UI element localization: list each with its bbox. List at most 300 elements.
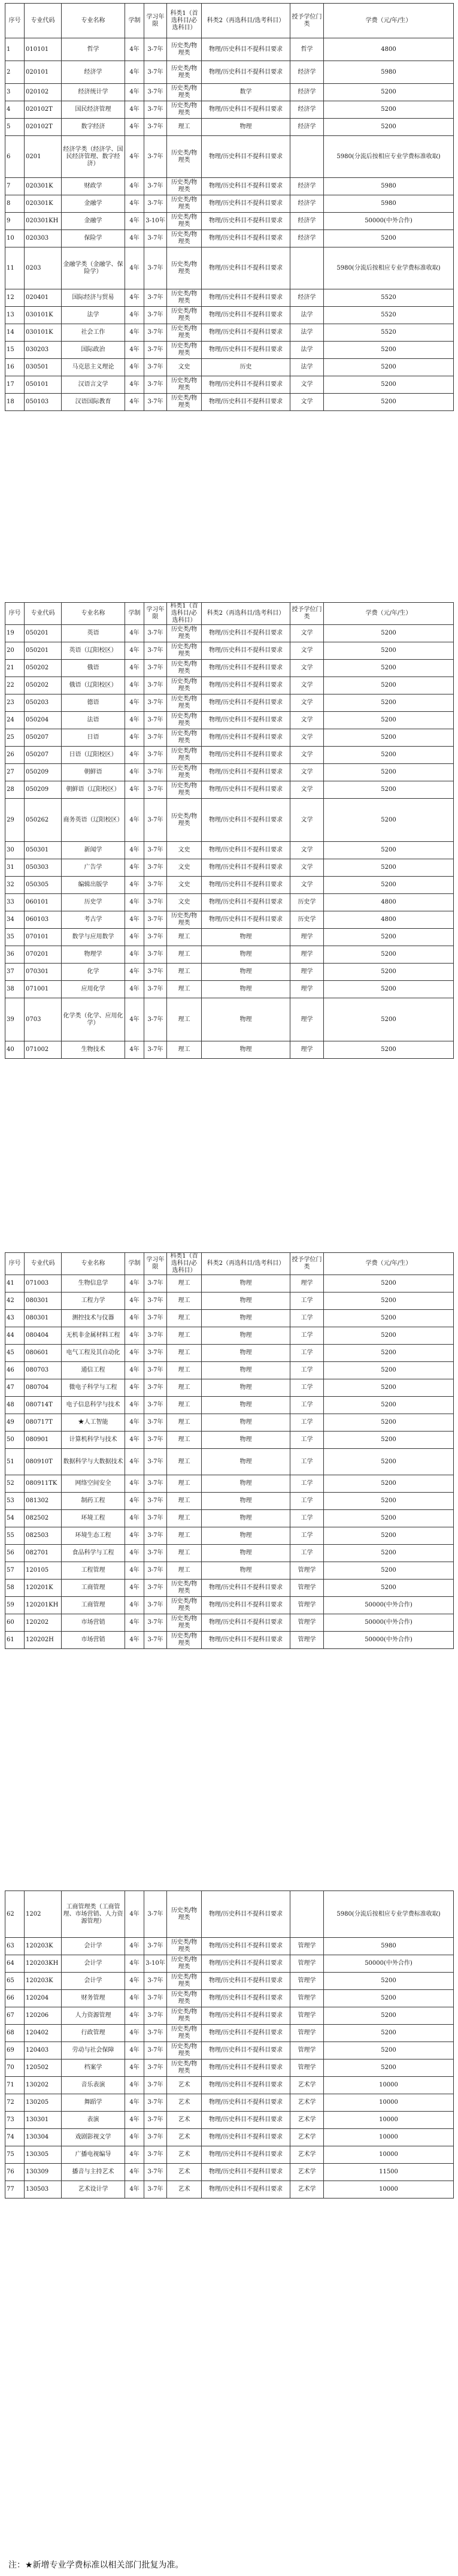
cell-degree: 4年 — [125, 61, 144, 84]
cell-degree: 4年 — [125, 2094, 144, 2112]
cell-years: 3-7年 — [144, 1379, 167, 1397]
cell-fee: 5200 — [324, 946, 454, 964]
cell-name: 人力资源管理 — [62, 2007, 125, 2025]
cell-fee: 5980 — [324, 178, 454, 195]
cell-category: 文学 — [290, 877, 324, 894]
table-row — [5, 230, 454, 247]
table-row — [5, 1327, 454, 1345]
cell-subj2: 物理/历史科目不提科目要求 — [202, 911, 290, 929]
table-row — [5, 38, 454, 61]
table-row — [5, 2077, 454, 2094]
cell-code: 0203 — [25, 247, 62, 289]
cell-code: 030101K — [25, 307, 62, 324]
table-row — [5, 376, 454, 394]
cell-code: 020102T — [25, 101, 62, 119]
cell-seq: 24 — [5, 712, 25, 729]
cell-code: 080901 — [25, 1432, 62, 1449]
cell-category: 文学 — [290, 394, 324, 411]
cell-degree: 4年 — [125, 247, 144, 289]
cell-years: 3-7年 — [144, 195, 167, 213]
cell-seq: 9 — [5, 213, 25, 230]
cell-name: 制药工程 — [62, 1493, 125, 1510]
cell-years: 3-7年 — [144, 136, 167, 178]
cell-degree: 4年 — [125, 764, 144, 781]
cell-years: 3-7年 — [144, 911, 167, 929]
table-row — [5, 119, 454, 136]
cell-code: 120201KH — [25, 1597, 62, 1614]
cell-years: 3-7年 — [144, 2181, 167, 2198]
cell-name: 经济统计学 — [62, 84, 125, 101]
cell-name: 环境工程 — [62, 1510, 125, 1527]
cell-category: 理学 — [290, 946, 324, 964]
cell-code: 080704 — [25, 1379, 62, 1397]
cell-degree: 4年 — [125, 1397, 144, 1414]
cell-seq: 16 — [5, 359, 25, 376]
cell-fee: 5200 — [324, 1527, 454, 1545]
cell-degree: 4年 — [125, 84, 144, 101]
table-row — [5, 2007, 454, 2025]
table-row — [5, 946, 454, 964]
cell-name: 俄语（辽阳校区） — [62, 677, 125, 694]
cell-years: 3-7年 — [144, 1327, 167, 1345]
table-row — [5, 84, 454, 101]
cell-category: 理学 — [290, 981, 324, 998]
cell-subj2: 物理/历史科目不提科目要求 — [202, 764, 290, 781]
cell-category: 文学 — [290, 729, 324, 747]
cell-category: 工学 — [290, 1432, 324, 1449]
cell-subj2: 物理/历史科目不提科目要求 — [202, 376, 290, 394]
table-row — [5, 2129, 454, 2146]
cell-years: 3-7年 — [144, 1580, 167, 1597]
cell-years: 3-7年 — [144, 1938, 167, 1955]
cell-subj2: 物理 — [202, 1493, 290, 1510]
cell-degree: 4年 — [125, 2077, 144, 2094]
cell-fee: 5200 — [324, 101, 454, 119]
cell-category: 文学 — [290, 660, 324, 677]
cell-name: 朝鲜语 — [62, 764, 125, 781]
cell-subj2: 物理/历史科目不提科目要求 — [202, 2077, 290, 2094]
cell-subj1: 历史类/物理类 — [167, 781, 202, 799]
cell-subj1: 理工 — [167, 929, 202, 946]
cell-name: 无机非金属材料工程 — [62, 1327, 125, 1345]
table-header-row — [5, 4, 454, 38]
cell-category: 艺术学 — [290, 2077, 324, 2094]
cell-category: 经济学 — [290, 195, 324, 213]
cell-code: 050203 — [25, 694, 62, 712]
cell-code: 071003 — [25, 1275, 62, 1292]
cell-code: 080703 — [25, 1362, 62, 1379]
cell-name: 金融学 — [62, 213, 125, 230]
cell-seq: 12 — [5, 289, 25, 307]
cell-subj2: 物理/历史科目不提科目要求 — [202, 1955, 290, 1973]
cell-years: 3-7年 — [144, 2146, 167, 2164]
cell-degree: 4年 — [125, 195, 144, 213]
cell-code: 050262 — [25, 799, 62, 842]
cell-subj2: 物理/历史科目不提科目要求 — [202, 747, 290, 764]
cell-category: 工学 — [290, 1493, 324, 1510]
table-row — [5, 1510, 454, 1527]
cell-subj1: 历史类/物理类 — [167, 84, 202, 101]
cell-fee: 5200 — [324, 2007, 454, 2025]
cell-degree: 4年 — [125, 1955, 144, 1973]
cell-code: 130503 — [25, 2181, 62, 2198]
cell-seq: 30 — [5, 842, 25, 859]
cell-subj2: 物理/历史科目不提科目要求 — [202, 2042, 290, 2059]
table-row — [5, 1527, 454, 1545]
cell-category: 工学 — [290, 1510, 324, 1527]
cell-degree: 4年 — [125, 1580, 144, 1597]
cell-name: 保险学 — [62, 230, 125, 247]
cell-fee: 5200 — [324, 764, 454, 781]
cell-subj1: 历史类/物理类 — [167, 660, 202, 677]
cell-seq: 40 — [5, 1041, 25, 1059]
cell-subj2: 物理/历史科目不提科目要求 — [202, 677, 290, 694]
table-row — [5, 247, 454, 289]
cell-subj1: 理工 — [167, 998, 202, 1041]
cell-code: 081302 — [25, 1493, 62, 1510]
cell-subj1: 理工 — [167, 1475, 202, 1493]
table-row — [5, 213, 454, 230]
cell-subj2: 物理/历史科目不提科目要求 — [202, 842, 290, 859]
cell-degree: 4年 — [125, 1891, 144, 1938]
table-row — [5, 2094, 454, 2112]
cell-subj1: 历史类/物理类 — [167, 101, 202, 119]
cell-degree: 4年 — [125, 324, 144, 342]
cell-fee: 5980 — [324, 1938, 454, 1955]
cell-category: 管理学 — [290, 1973, 324, 1990]
cell-category: 工学 — [290, 1292, 324, 1310]
cell-subj1: 文史 — [167, 359, 202, 376]
cell-subj2: 物理/历史科目不提科目要求 — [202, 694, 290, 712]
cell-seq: 34 — [5, 911, 25, 929]
cell-years: 3-7年 — [144, 1475, 167, 1493]
cell-years: 3-7年 — [144, 178, 167, 195]
cell-fee: 10000 — [324, 2094, 454, 2112]
cell-degree: 4年 — [125, 2025, 144, 2042]
cell-fee: 5980(分流后按相应专业学费标准收取) — [324, 1891, 454, 1938]
table-row — [5, 2112, 454, 2129]
cell-name: 微电子科学与工程 — [62, 1379, 125, 1397]
header-fee: 学费（元/年/生） — [324, 1253, 454, 1275]
cell-seq: 13 — [5, 307, 25, 324]
cell-years: 3-7年 — [144, 2059, 167, 2077]
cell-fee: 5200 — [324, 84, 454, 101]
cell-fee: 5200 — [324, 1379, 454, 1397]
cell-subj2: 物理/历史科目不提科目要求 — [202, 2025, 290, 2042]
cell-fee: 5200 — [324, 2025, 454, 2042]
table-row — [5, 981, 454, 998]
cell-degree: 4年 — [125, 1527, 144, 1545]
header-fee: 学费（元/年/生） — [324, 603, 454, 625]
cell-fee: 50000(中外合作) — [324, 1632, 454, 1649]
tuition-table-part-1 — [5, 3, 453, 411]
cell-degree: 4年 — [125, 894, 144, 911]
cell-degree: 4年 — [125, 119, 144, 136]
cell-subj1: 艺术 — [167, 2094, 202, 2112]
cell-seq: 42 — [5, 1292, 25, 1310]
cell-code: 050202 — [25, 660, 62, 677]
header-subj2: 科类2（再选科目/选考科目） — [202, 1253, 290, 1275]
cell-degree: 4年 — [125, 1432, 144, 1449]
table-row — [5, 1414, 454, 1432]
cell-code: 082701 — [25, 1545, 62, 1562]
cell-years: 3-7年 — [144, 1310, 167, 1327]
cell-years: 3-7年 — [144, 764, 167, 781]
cell-subj2: 物理/历史科目不提科目要求 — [202, 1990, 290, 2007]
cell-code: 130304 — [25, 2129, 62, 2146]
cell-subj1: 历史类/物理类 — [167, 289, 202, 307]
cell-degree: 4年 — [125, 964, 144, 981]
cell-subj2: 物理 — [202, 1545, 290, 1562]
cell-seq: 26 — [5, 747, 25, 764]
cell-degree: 4年 — [125, 1345, 144, 1362]
cell-degree: 4年 — [125, 1475, 144, 1493]
cell-code: 071002 — [25, 1041, 62, 1059]
header-code: 专业代码 — [25, 4, 62, 38]
cell-years: 3-7年 — [144, 1614, 167, 1632]
cell-name: 财政学 — [62, 178, 125, 195]
cell-degree: 4年 — [125, 998, 144, 1041]
header-degree: 学制 — [125, 4, 144, 38]
cell-degree: 4年 — [125, 2181, 144, 2198]
cell-fee: 50000(中外合作) — [324, 213, 454, 230]
table-row — [5, 2181, 454, 2198]
table-row — [5, 1292, 454, 1310]
cell-code: 030101K — [25, 324, 62, 342]
cell-subj2: 物理/历史科目不提科目要求 — [202, 324, 290, 342]
cell-code: 120203K — [25, 1973, 62, 1990]
cell-degree: 4年 — [125, 877, 144, 894]
table-row — [5, 136, 454, 178]
cell-fee: 5200 — [324, 1493, 454, 1510]
cell-degree: 4年 — [125, 842, 144, 859]
cell-code: 020102 — [25, 84, 62, 101]
cell-years: 3-7年 — [144, 1362, 167, 1379]
table-row — [5, 101, 454, 119]
table-row — [5, 660, 454, 677]
cell-years: 3-7年 — [144, 359, 167, 376]
cell-category: 工学 — [290, 1527, 324, 1545]
cell-seq: 14 — [5, 324, 25, 342]
cell-subj1: 历史类/物理类 — [167, 38, 202, 61]
cell-seq: 6 — [5, 136, 25, 178]
table-row — [5, 929, 454, 946]
cell-code: 030203 — [25, 342, 62, 359]
cell-name: 表演 — [62, 2112, 125, 2129]
cell-name: 会计学 — [62, 1955, 125, 1973]
cell-fee: 5200 — [324, 1562, 454, 1580]
cell-code: 0703 — [25, 998, 62, 1041]
cell-subj2: 物理/历史科目不提科目要求 — [202, 2094, 290, 2112]
cell-name: 汉语言文学 — [62, 376, 125, 394]
table-row — [5, 764, 454, 781]
cell-subj2: 物理/历史科目不提科目要求 — [202, 894, 290, 911]
cell-subj1: 艺术 — [167, 2129, 202, 2146]
cell-name: 俄语 — [62, 660, 125, 677]
cell-fee: 5980(分流后按相应专业学费标准收取) — [324, 247, 454, 289]
table-row — [5, 1432, 454, 1449]
table-row — [5, 712, 454, 729]
cell-degree: 4年 — [125, 929, 144, 946]
cell-years: 3-7年 — [144, 1397, 167, 1414]
cell-code: 120204 — [25, 1990, 62, 2007]
cell-fee: 5200 — [324, 1327, 454, 1345]
cell-degree: 4年 — [125, 136, 144, 178]
cell-subj2: 物理/历史科目不提科目要求 — [202, 394, 290, 411]
tuition-table-part-2 — [5, 602, 453, 1059]
cell-name: 国际政治 — [62, 342, 125, 359]
cell-degree: 4年 — [125, 946, 144, 964]
cell-degree: 4年 — [125, 38, 144, 61]
cell-subj2: 物理/历史科目不提科目要求 — [202, 1973, 290, 1990]
cell-years: 3-7年 — [144, 2164, 167, 2181]
cell-years: 3-7年 — [144, 119, 167, 136]
table-row — [5, 1379, 454, 1397]
table-row — [5, 1545, 454, 1562]
cell-fee: 5200 — [324, 747, 454, 764]
cell-fee: 5200 — [324, 799, 454, 842]
table-row — [5, 2146, 454, 2164]
cell-code: 020101 — [25, 61, 62, 84]
cell-code: 082502 — [25, 1510, 62, 1527]
cell-degree: 4年 — [125, 1292, 144, 1310]
cell-subj2: 物理/历史科目不提科目要求 — [202, 660, 290, 677]
cell-category: 工学 — [290, 1414, 324, 1432]
cell-fee: 5200 — [324, 1362, 454, 1379]
cell-category: 艺术学 — [290, 2112, 324, 2129]
cell-code: 130202 — [25, 2077, 62, 2094]
header-fee: 学费（元/年/生） — [324, 4, 454, 38]
cell-subj1: 历史类/物理类 — [167, 747, 202, 764]
header-name: 专业名称 — [62, 4, 125, 38]
cell-degree: 4年 — [125, 859, 144, 877]
cell-category: 管理学 — [290, 1990, 324, 2007]
cell-fee: 4800 — [324, 894, 454, 911]
cell-seq: 5 — [5, 119, 25, 136]
header-years: 学习年限 — [144, 4, 167, 38]
cell-years: 3-7年 — [144, 1545, 167, 1562]
cell-name: 汉语国际教育 — [62, 394, 125, 411]
cell-fee: 5200 — [324, 376, 454, 394]
cell-code: 080911TK — [25, 1475, 62, 1493]
cell-fee: 5520 — [324, 289, 454, 307]
table-row — [5, 61, 454, 84]
cell-name: 档案学 — [62, 2059, 125, 2077]
cell-fee: 10000 — [324, 2181, 454, 2198]
cell-seq: 59 — [5, 1597, 25, 1614]
cell-degree: 4年 — [125, 747, 144, 764]
cell-code: 050207 — [25, 747, 62, 764]
cell-code: 0201 — [25, 136, 62, 178]
tuition-table — [5, 1252, 454, 1649]
cell-fee: 5200 — [324, 1345, 454, 1362]
cell-seq: 31 — [5, 859, 25, 877]
cell-fee: 5200 — [324, 2059, 454, 2077]
cell-years: 3-7年 — [144, 964, 167, 981]
cell-code: 130301 — [25, 2112, 62, 2129]
cell-category: 文学 — [290, 799, 324, 842]
tuition-table-part-3 — [5, 1252, 453, 1649]
cell-category: 管理学 — [290, 2007, 324, 2025]
cell-seq: 45 — [5, 1345, 25, 1362]
cell-code: 020301KH — [25, 213, 62, 230]
header-years: 学习年限 — [144, 603, 167, 625]
cell-name: 金融学类（金融学、保险学） — [62, 247, 125, 289]
cell-subj1: 历史类/物理类 — [167, 1990, 202, 2007]
cell-fee: 5980 — [324, 61, 454, 84]
cell-seq: 36 — [5, 946, 25, 964]
cell-name: 数字经济 — [62, 119, 125, 136]
cell-degree: 4年 — [125, 911, 144, 929]
cell-seq: 39 — [5, 998, 25, 1041]
cell-degree: 4年 — [125, 289, 144, 307]
cell-category: 经济学 — [290, 101, 324, 119]
cell-code: 082503 — [25, 1527, 62, 1545]
header-name: 专业名称 — [62, 1253, 125, 1275]
cell-category: 工学 — [290, 1362, 324, 1379]
cell-category: 工学 — [290, 1545, 324, 1562]
cell-seq: 43 — [5, 1310, 25, 1327]
cell-seq: 3 — [5, 84, 25, 101]
cell-subj1: 艺术 — [167, 2146, 202, 2164]
cell-years: 3-7年 — [144, 877, 167, 894]
cell-category: 经济学 — [290, 178, 324, 195]
table-row — [5, 1041, 454, 1059]
cell-subj1: 艺术 — [167, 2112, 202, 2129]
header-subj1: 科类1（首选科目/必选科目） — [167, 1253, 202, 1275]
cell-fee: 5200 — [324, 230, 454, 247]
cell-seq: 62 — [5, 1891, 25, 1938]
table-row — [5, 359, 454, 376]
cell-subj1: 历史类/物理类 — [167, 712, 202, 729]
cell-degree: 4年 — [125, 2059, 144, 2077]
cell-fee: 5200 — [324, 964, 454, 981]
cell-category: 工学 — [290, 1345, 324, 1362]
cell-degree: 4年 — [125, 1275, 144, 1292]
cell-seq: 74 — [5, 2129, 25, 2146]
cell-name: 化学 — [62, 964, 125, 981]
tuition-table — [5, 3, 454, 411]
cell-years: 3-7年 — [144, 747, 167, 764]
cell-subj1: 理工 — [167, 1432, 202, 1449]
cell-seq: 33 — [5, 894, 25, 911]
cell-years: 3-7年 — [144, 1493, 167, 1510]
cell-name: 社会工作 — [62, 324, 125, 342]
cell-category: 文学 — [290, 764, 324, 781]
cell-code: 050202 — [25, 677, 62, 694]
cell-years: 3-7年 — [144, 729, 167, 747]
cell-years: 3-7年 — [144, 859, 167, 877]
cell-name: 财务管理 — [62, 1990, 125, 2007]
table-row — [5, 2025, 454, 2042]
cell-years: 3-7年 — [144, 1432, 167, 1449]
cell-code: 120202 — [25, 1614, 62, 1632]
cell-code: 050204 — [25, 712, 62, 729]
cell-seq: 47 — [5, 1379, 25, 1397]
cell-subj1: 理工 — [167, 981, 202, 998]
cell-category — [290, 136, 324, 178]
table-row — [5, 799, 454, 842]
cell-name: 编辑出版学 — [62, 877, 125, 894]
cell-subj2: 物理 — [202, 1527, 290, 1545]
cell-name: 电气工程及其自动化 — [62, 1345, 125, 1362]
cell-degree: 4年 — [125, 1041, 144, 1059]
cell-fee: 5200 — [324, 729, 454, 747]
cell-seq: 52 — [5, 1475, 25, 1493]
cell-category: 经济学 — [290, 213, 324, 230]
cell-category: 管理学 — [290, 2059, 324, 2077]
cell-name: 测控技术与仪器 — [62, 1310, 125, 1327]
